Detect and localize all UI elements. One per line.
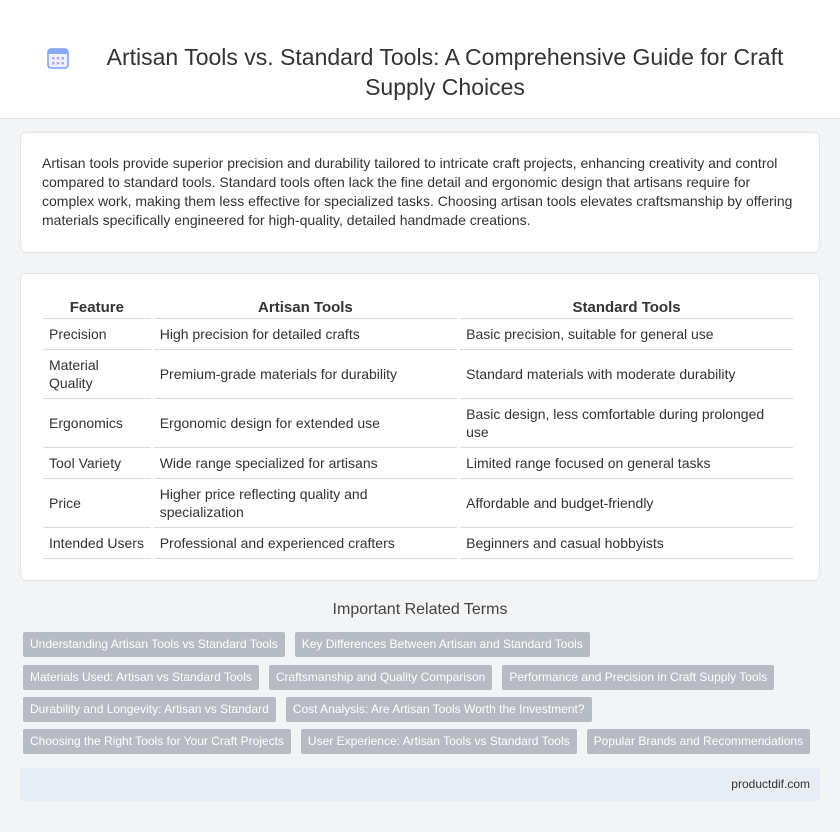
related-term-link[interactable]: Key Differences Between Artisan and Standard Tools [295,632,590,657]
table-cell: Basic design, less comfortable during prolonged use [460,399,793,448]
related-term-link[interactable]: User Experience: Artisan Tools vs Standard Tools [301,729,577,754]
related-term-link[interactable]: Craftsmanship and Quality Comparison [269,665,492,690]
table-cell: Basic precision, suitable for general use [460,319,793,350]
table-row [43,350,793,399]
tag-row [20,632,590,657]
table-row [43,479,793,528]
table-cell: Professional and experienced crafters [154,528,457,559]
related-term-link[interactable]: Understanding Artisan Tools vs Standard Tools [23,632,285,657]
table-cell: Ergonomics [43,399,151,448]
table-cell: Wide range specialized for artisans [154,448,457,479]
page-header [0,0,840,119]
table-cell: Intended Users [43,528,151,559]
tag-row [20,697,592,722]
related-term-link[interactable]: Materials Used: Artisan vs Standard Tools [23,665,259,690]
table-cell: Higher price reflecting quality and specialization [154,479,457,528]
column-header-artisan: Artisan Tools [154,298,457,319]
table-cell: Standard materials with moderate durability [460,350,793,399]
table-cell: Limited range focused on general tasks [460,448,793,479]
table-cell: Precision [43,319,151,350]
table-cell: Affordable and budget-friendly [460,479,793,528]
table-row [43,399,793,448]
related-terms-title: Important Related Terms [332,601,508,618]
intro-text: Artisan tools provide superior precision and durability tailored to intricate craft projects, enhancing creativity and control compared to standard tools. Standard tools often lack the fine detail and ergonomic design that artisans require for complex work, making them less effective for specialized tasks. Choosing artisan tools elevates craftsmanship by offering materials specifically engineered for high-quality, detailed handmade creations. [42,155,793,228]
related-term-link[interactable]: Durability and Longevity: Artisan vs Standard [23,697,276,722]
table-cell: Beginners and casual hobbyists [460,528,793,559]
page-footer [20,768,820,801]
related-term-link[interactable]: Cost Analysis: Are Artisan Tools Worth the Investment? [286,697,592,722]
intro-card [20,132,820,253]
page-title: Artisan Tools vs. Standard Tools: A Comprehensive Guide for Craft Supply Choices [106,44,784,100]
table-row [43,448,793,479]
table-cell: Ergonomic design for extended use [154,399,457,448]
comparison-table-card [20,273,820,581]
tag-row [20,729,810,754]
table-cell: High precision for detailed crafts [154,319,457,350]
related-term-link[interactable]: Popular Brands and Recommendations [587,729,810,754]
table-cell: Premium-grade materials for durability [154,350,457,399]
table-cell: Material Quality [43,350,151,399]
column-header-feature: Feature [43,298,151,319]
table-row [43,319,793,350]
related-term-link[interactable]: Performance and Precision in Craft Supply Tools [502,665,774,690]
column-header-standard: Standard Tools [460,298,793,319]
site-name[interactable]: productdif.com [731,777,810,791]
table-row [43,528,793,559]
comparison-table [40,298,796,559]
tag-row [20,665,774,690]
calendar-icon [46,46,70,70]
table-header-row [43,298,793,319]
table-cell: Price [43,479,151,528]
related-term-link[interactable]: Choosing the Right Tools for Your Craft Projects [23,729,291,754]
table-cell: Tool Variety [43,448,151,479]
